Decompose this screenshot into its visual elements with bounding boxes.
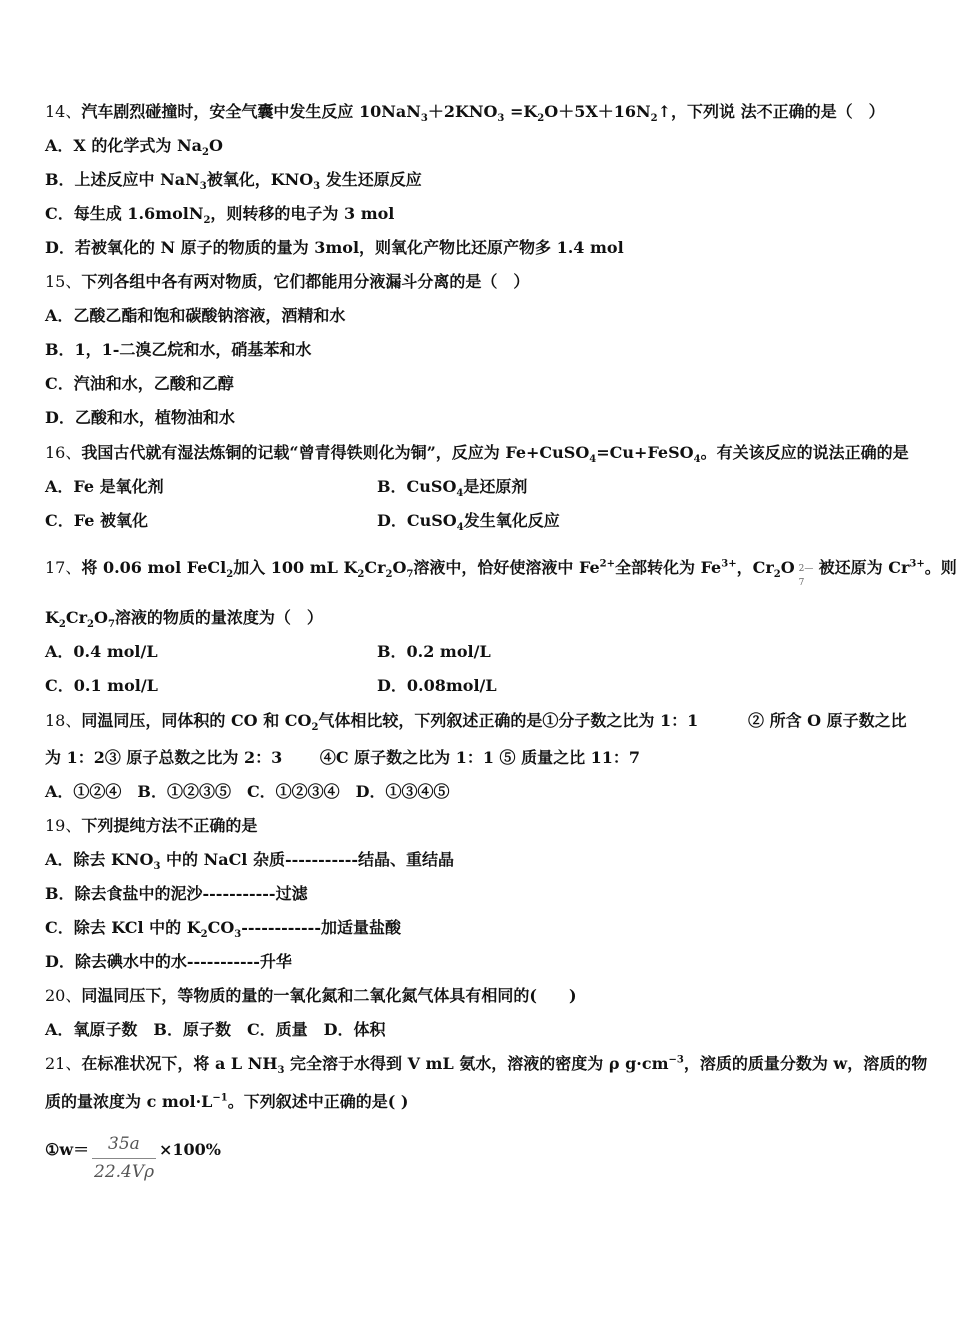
q16-stem: 16、我国古代就有湿法炼铜的记载“曾青得铁则化为铜”，反应为 Fe+CuSO$_4$=Cu+FeSO$_4$。有关该反应的说法正确的是 xyxy=(45,443,909,466)
q18-stem-line2: 为 1：2③ 原子总数之比为 2：3 ④C 原子数之比为 1：1 ⑤ 质量之比 11：7 xyxy=(45,748,641,767)
formula-numerator: 35a xyxy=(108,1134,140,1154)
q18-stem-tail: ② 所含 O 原子数之比 xyxy=(748,711,907,730)
q15-option-d: D．乙酸和水，植物油和水 xyxy=(45,408,235,427)
q16-option-d: D．CuSO$_4$发生氧化反应 xyxy=(377,511,560,534)
q16-option-a: A．Fe 是氧化剂 xyxy=(45,477,164,496)
formula-denominator: 22.4Vρ xyxy=(94,1162,155,1182)
q15-option-b: B．1，1-二溴乙烷和水，硝基苯和水 xyxy=(45,340,312,359)
q14-stem: 14、汽车剧烈碰撞时，安全气囊中发生反应 $10NaN_3+2KNO_3$ $=K_2O+5X+16N_2↑$，下列说 法不正确的是（ ） xyxy=(45,102,885,125)
q18-options: A．①②④ B．①②③⑤ C．①②③④ D．①③④⑤ xyxy=(45,782,450,801)
q17-option-d: D．0.08mol/L xyxy=(377,676,497,695)
q15-stem: 15、下列各组中各有两对物质，它们都能用分液漏斗分离的是（ ） xyxy=(45,272,530,291)
q16-option-b: B．CuSO$_4$是还原剂 xyxy=(377,477,528,500)
fraction-bar xyxy=(92,1158,156,1159)
q15-option-a: A．乙酸乙酯和饱和碳酸钠溶液，酒精和水 xyxy=(45,306,346,325)
q19-option-b: B．除去食盐中的泥沙-----------过滤 xyxy=(45,884,308,903)
q14-option-a: A．X 的化学式为 $Na_2O$ xyxy=(45,136,223,159)
q20-options: A．氧原子数 B．原子数 C．质量 D．体积 xyxy=(45,1020,386,1039)
q17-option-c: C．0.1 mol/L xyxy=(45,676,158,695)
q19-option-d: D．除去碘水中的水-----------升华 xyxy=(45,952,292,971)
q21-stem: 21、在标准状况下，将 a L $NH_3$ 完全溶于水得到 V mL 氨水，溶液的密度为 ρ $g\cdot cm^{-3}$，溶质的质量分数为 w，溶质的物 xyxy=(45,1054,928,1077)
q17-stem-line2: $K_2Cr_2O_7$溶液的物质的量浓度为（ ） xyxy=(45,608,323,631)
q17-option-a: A．0.4 mol/L xyxy=(45,642,158,661)
q17-option-b: B．0.2 mol/L xyxy=(377,642,491,661)
q14-option-c: C．每生成 1.6molN$_2$，则转移的电子为 3 mol xyxy=(45,204,395,227)
q16-option-c: C．Fe 被氧化 xyxy=(45,511,148,530)
q20-stem: 20、同温同压下，等物质的量的一氧化氮和二氧化氮气体具有相同的( ) xyxy=(45,986,577,1005)
formula-lead: ①w＝ xyxy=(45,1140,90,1159)
q15-option-c: C．汽油和水，乙酸和乙醇 xyxy=(45,374,234,393)
q18-stem: 18、同温同压，同体积的 CO 和 $CO_2$气体相比较，下列叙述正确的是①分子数之比为 1：1 xyxy=(45,711,699,734)
q19-option-c: C．除去 KCl 中的 $K_2CO_3------------$加适量盐酸 xyxy=(45,918,401,941)
formula-tail: ×100% xyxy=(159,1140,222,1159)
q14-option-b: B．上述反应中 NaN$_3$被氧化，$KNO_3$ 发生还原反应 xyxy=(45,170,422,193)
q21-stem-line2: 质的量浓度为 c $mol\cdot L^{-1}$。下列叙述中正确的是( ) xyxy=(45,1092,409,1111)
q19-option-a: A．除去 $KNO_3$ 中的 NaCl 杂质-----------结晶、重结晶 xyxy=(45,850,455,873)
q17-stem: 17、将 0.06 mol FeCl$_2$加入 100 mL $K_2Cr_2O_7$溶液中，恰好使溶液中 $Fe^{2+}$全部转化为 $Fe^{3+}$，$Cr_2O$ 2— 7 被还原为 $Cr^{3+}$。则 xyxy=(45,558,957,588)
q14-option-d: D．若被氧化的 N 原子的物质的量为 3mol，则氧化产物比还原产物多 1.4 mol xyxy=(45,238,624,257)
q19-stem: 19、下列提纯方法不正确的是 xyxy=(45,816,258,835)
